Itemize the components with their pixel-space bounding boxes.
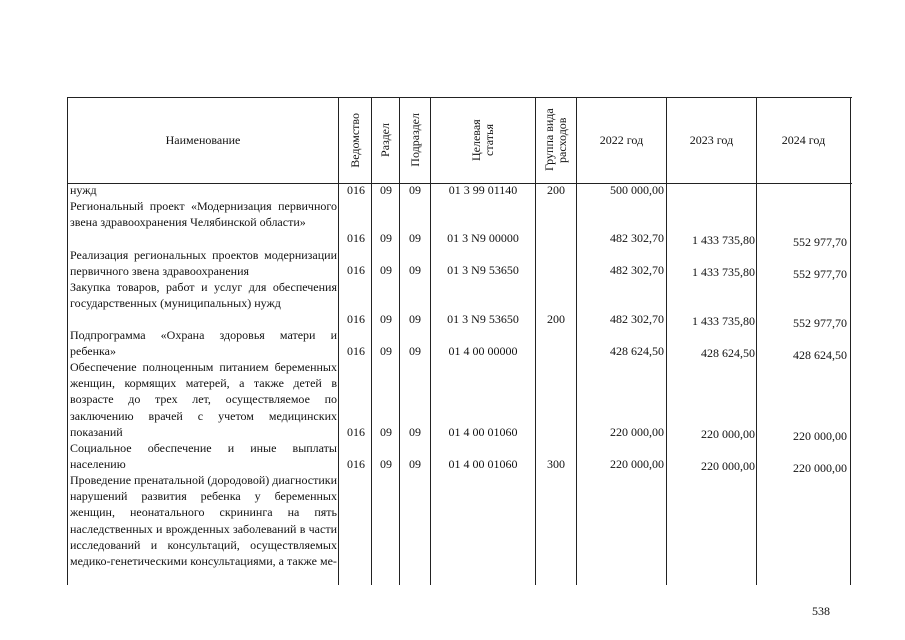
header-name: Наименование — [165, 132, 241, 147]
cell-ved: 016 — [347, 312, 365, 326]
cell-2022: 220 000,00 — [610, 457, 664, 471]
cell-2023: 220 000,00 — [701, 427, 755, 441]
cell-podrazdel: 09 — [409, 457, 421, 471]
cell-2024: 428 624,50 — [793, 348, 847, 362]
row-description: нужд — [70, 183, 97, 197]
page-number: 538 — [812, 604, 830, 618]
cell-ved: 016 — [347, 425, 365, 439]
cell-2022: 482 302,70 — [610, 312, 664, 326]
cell-razdel: 09 — [380, 231, 392, 245]
cell-razdel: 09 — [380, 263, 392, 277]
cell-razdel: 09 — [380, 312, 392, 326]
header-2023: 2023 год — [689, 132, 734, 147]
cell-ved: 016 — [347, 344, 365, 358]
header-celevaya: Целевая статья — [469, 119, 496, 161]
cell-razdel: 09 — [380, 457, 392, 471]
header-2024: 2024 год — [781, 132, 826, 147]
cell-podrazdel: 09 — [409, 344, 421, 358]
cell-2022: 428 624,50 — [610, 344, 664, 358]
row-description: Проведение пренатальной (дородовой) диагностики нарушений развития ребенка у беременных женщин, неонатального скрининга на пять наследственных и врожденных заболеваний в части исследований и консультаций, осуществляемых медико-генетическими консультациями, а также ме- — [70, 473, 337, 569]
cell-podrazdel: 09 — [409, 263, 421, 277]
cell-gruppa: 300 — [547, 457, 565, 471]
cell-ved: 016 — [347, 183, 365, 197]
cell-razdel: 09 — [380, 183, 392, 197]
cell-celevaya: 01 4 00 01060 — [448, 457, 518, 471]
header-gruppa: Группа вида расходов — [542, 108, 569, 172]
cell-celevaya: 01 3 N9 53650 — [447, 312, 519, 326]
header-ved: Ведомство — [347, 112, 362, 168]
cell-gruppa: 200 — [547, 183, 565, 197]
cell-podrazdel: 09 — [409, 312, 421, 326]
cell-2024: 552 977,70 — [793, 316, 847, 330]
row-description: Реализация региональных проектов модернизации первичного звена здравоохранения — [70, 248, 337, 279]
cell-celevaya: 01 3 N9 00000 — [447, 231, 519, 245]
cell-celevaya: 01 3 99 01140 — [448, 183, 518, 197]
cell-ved: 016 — [347, 457, 365, 471]
cell-2022: 500 000,00 — [610, 183, 664, 197]
cell-2024: 220 000,00 — [793, 461, 847, 475]
cell-podrazdel: 09 — [409, 425, 421, 439]
header-razdel: Раздел — [378, 123, 392, 157]
cell-2024: 552 977,70 — [793, 235, 847, 249]
cell-2024: 552 977,70 — [793, 267, 847, 281]
cell-2022: 220 000,00 — [610, 425, 664, 439]
cell-razdel: 09 — [380, 425, 392, 439]
cell-2023: 428 624,50 — [701, 346, 755, 360]
cell-gruppa: 200 — [547, 312, 565, 326]
cell-podrazdel: 09 — [409, 231, 421, 245]
cell-2023: 1 433 735,80 — [692, 314, 755, 328]
cell-celevaya: 01 4 00 01060 — [448, 425, 518, 439]
cell-2022: 482 302,70 — [610, 231, 664, 245]
cell-2024: 220 000,00 — [793, 429, 847, 443]
row-description: Закупка товаров, работ и услуг для обеспечения государственных (муниципальных) нужд — [70, 280, 337, 311]
cell-2022: 482 302,70 — [610, 263, 664, 277]
row-description: Региональный проект «Модернизация первичного звена здравоохранения Челябинской области» — [70, 199, 337, 230]
cell-2023: 1 433 735,80 — [692, 233, 755, 247]
cell-razdel: 09 — [380, 344, 392, 358]
cell-celevaya: 01 4 00 00000 — [448, 344, 518, 358]
row-description: Социальное обеспечение и иные выплаты населению — [70, 441, 337, 472]
header-2022: 2022 год — [599, 132, 644, 147]
cell-celevaya: 01 3 N9 53650 — [447, 263, 519, 277]
cell-2023: 220 000,00 — [701, 459, 755, 473]
col-border-right — [850, 97, 851, 585]
row-description: Подпрограмма «Охрана здоровья матери и ребенка» — [70, 328, 337, 359]
row-description: Обеспечение полноценным питанием беременных женщин, кормящих матерей, а также детей в возрасте до трех лет, осуществляемое по заключению врачей с учетом медицинских показаний — [70, 360, 337, 439]
cell-ved: 016 — [347, 231, 365, 245]
header-podrazdel: Подраздел — [407, 113, 422, 167]
cell-2023: 1 433 735,80 — [692, 265, 755, 279]
cell-ved: 016 — [347, 263, 365, 277]
cell-podrazdel: 09 — [409, 183, 421, 197]
